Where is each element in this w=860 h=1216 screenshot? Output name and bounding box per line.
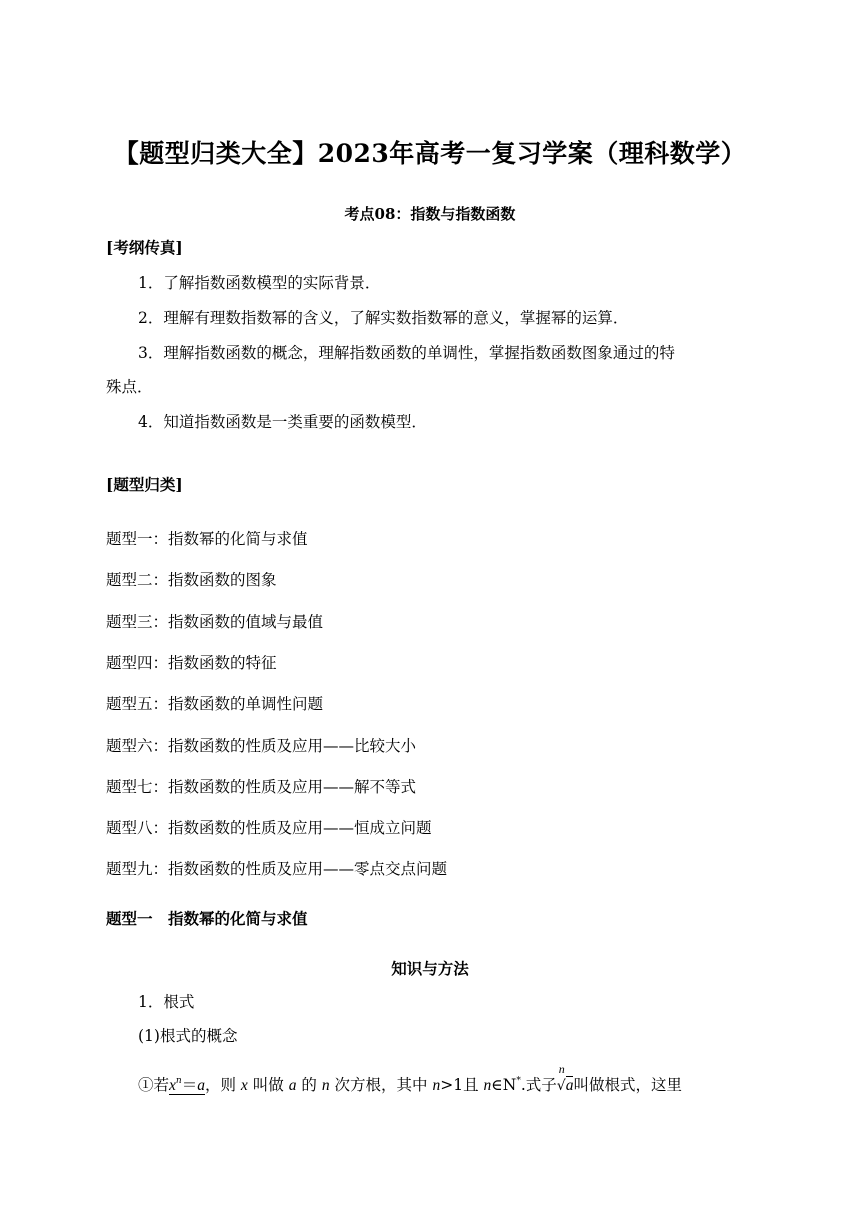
category-item: 题型二：指数函数的图象 (106, 571, 277, 589)
category-item: 题型九：指数函数的性质及应用——零点交点问题 (106, 860, 448, 878)
page-subtitle: 考点08：指数与指数函数 (344, 205, 516, 223)
definition-line: ①若$x^n=a$，则 x 叫做 a 的 n 次方根，其中 n>1且 n∈N*.式子 n √a叫做根式，这里 (138, 1062, 682, 1094)
radical-expression: n √a (556, 1062, 574, 1094)
category-item: 题型八：指数函数的性质及应用——恒成立问题 (106, 819, 432, 837)
category-item: 题型三：指数函数的值域与最值 (106, 613, 324, 631)
category-item: 题型四：指数函数的特征 (106, 654, 277, 672)
category-item: 题型七：指数函数的性质及应用——解不等式 (106, 778, 417, 796)
point-subheading: (1)根式的概念 (138, 1027, 238, 1045)
syllabus-item: 3．理解指数函数的概念，理解指数函数的单调性，掌握指数函数图象通过的特 (138, 344, 675, 362)
syllabus-item: 2．理解有理数指数幂的含义，了解实数指数幂的意义，掌握幂的运算． (138, 309, 629, 327)
category-item: 题型六：指数函数的性质及应用——比较大小 (106, 737, 417, 755)
categories-heading: [题型归类] (106, 475, 183, 494)
syllabus-item-continued: 殊点． (106, 378, 153, 396)
syllabus-heading: [考纲传真] (106, 238, 183, 257)
category-item: 题型五：指数函数的单调性问题 (106, 695, 324, 713)
radical-sign-icon: √ (556, 1078, 566, 1094)
syllabus-item: 4．知道指数函数是一类重要的函数模型． (138, 413, 427, 431)
underlined-equation: $x^n=a$ (169, 1076, 205, 1094)
category-item: 题型一：指数幂的化简与求值 (106, 530, 308, 548)
syllabus-item: 1．了解指数函数模型的实际背景． (138, 274, 381, 292)
page-title: 【题型归类大全】2023年高考一复习学案（理科数学） (113, 139, 747, 168)
section-heading: 题型一 指数幂的化简与求值 (106, 909, 308, 928)
point-heading: 1．根式 (138, 993, 195, 1011)
section-subheading: 知识与方法 (391, 959, 469, 978)
